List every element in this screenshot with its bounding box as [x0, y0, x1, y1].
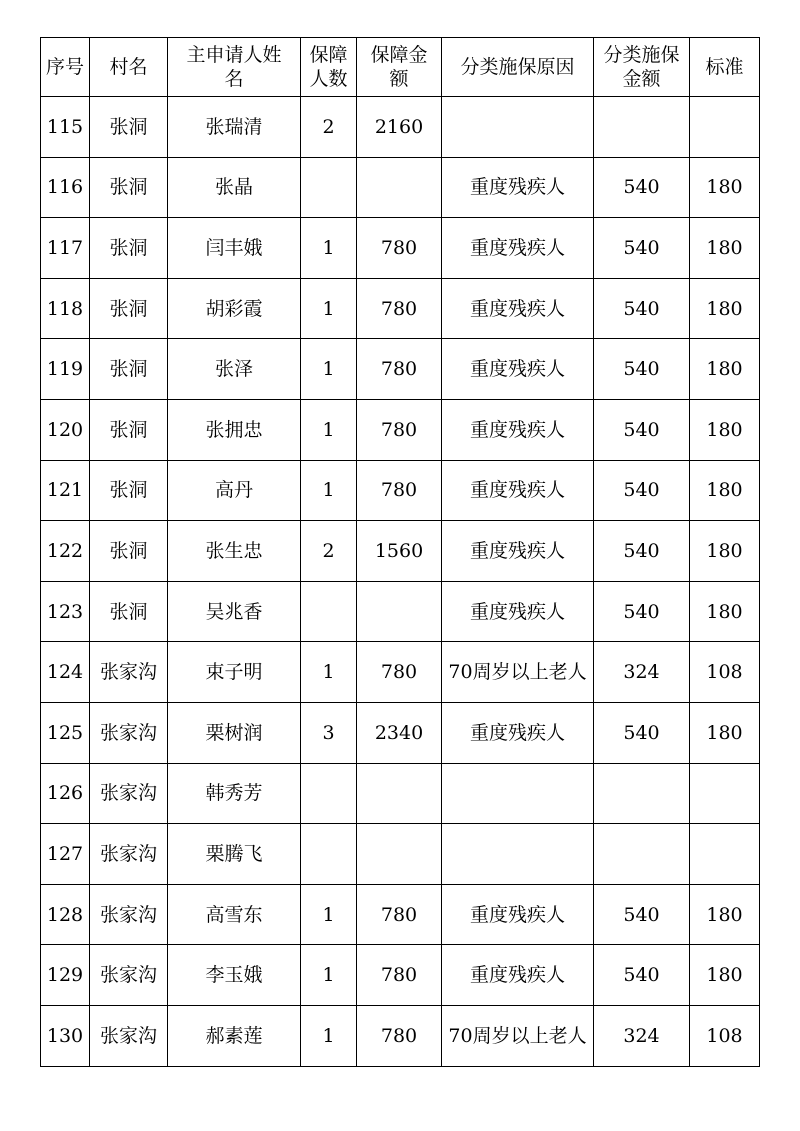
cell-standard: 180 [690, 702, 760, 763]
cell-seq: 125 [41, 702, 90, 763]
cell-village: 张洞 [90, 278, 168, 339]
cell-applicant: 郝素莲 [168, 1005, 301, 1066]
welfare-table [40, 37, 760, 1067]
table-row [41, 278, 760, 339]
table-row [41, 763, 760, 824]
cell-reason: 重度残疾人 [442, 157, 594, 218]
cell-seq: 126 [41, 763, 90, 824]
cell-class-amount: 540 [594, 278, 690, 339]
cell-people: 1 [301, 460, 357, 521]
cell-seq: 123 [41, 581, 90, 642]
cell-applicant: 束子明 [168, 642, 301, 703]
cell-applicant: 张拥忠 [168, 399, 301, 460]
table-row [41, 824, 760, 885]
cell-seq: 115 [41, 97, 90, 158]
cell-reason: 重度残疾人 [442, 702, 594, 763]
cell-applicant: 张生忠 [168, 521, 301, 582]
cell-amount: 780 [357, 642, 442, 703]
cell-people: 1 [301, 884, 357, 945]
table-row [41, 460, 760, 521]
header-row [41, 38, 760, 97]
cell-village: 张洞 [90, 97, 168, 158]
cell-people [301, 157, 357, 218]
header-village: 村名 [90, 38, 168, 97]
cell-reason: 重度残疾人 [442, 521, 594, 582]
cell-amount: 2160 [357, 97, 442, 158]
cell-standard [690, 763, 760, 824]
cell-reason: 70周岁以上老人 [442, 1005, 594, 1066]
table-row [41, 945, 760, 1006]
cell-village: 张家沟 [90, 824, 168, 885]
cell-people: 1 [301, 945, 357, 1006]
cell-applicant: 张泽 [168, 339, 301, 400]
cell-standard [690, 824, 760, 885]
cell-standard: 108 [690, 642, 760, 703]
cell-amount: 780 [357, 884, 442, 945]
cell-people: 1 [301, 339, 357, 400]
header-standard: 标准 [690, 38, 760, 97]
cell-seq: 122 [41, 521, 90, 582]
table-row [41, 1005, 760, 1066]
cell-reason [442, 97, 594, 158]
cell-people: 1 [301, 218, 357, 279]
header-reason: 分类施保原因 [442, 38, 594, 97]
cell-class-amount: 540 [594, 157, 690, 218]
header-applicant: 主申请人姓名 [168, 38, 301, 97]
cell-people: 1 [301, 642, 357, 703]
cell-class-amount: 324 [594, 1005, 690, 1066]
cell-people [301, 581, 357, 642]
table-row [41, 399, 760, 460]
cell-applicant: 闫丰娥 [168, 218, 301, 279]
cell-reason: 重度残疾人 [442, 884, 594, 945]
cell-village: 张家沟 [90, 702, 168, 763]
table-row [41, 97, 760, 158]
cell-people: 3 [301, 702, 357, 763]
cell-amount: 780 [357, 278, 442, 339]
cell-amount: 780 [357, 339, 442, 400]
cell-people: 1 [301, 399, 357, 460]
table-row [41, 157, 760, 218]
cell-village: 张洞 [90, 399, 168, 460]
cell-class-amount [594, 824, 690, 885]
cell-reason: 重度残疾人 [442, 218, 594, 279]
cell-class-amount: 540 [594, 399, 690, 460]
cell-people [301, 763, 357, 824]
cell-class-amount: 540 [594, 521, 690, 582]
cell-amount: 780 [357, 460, 442, 521]
cell-village: 张洞 [90, 521, 168, 582]
cell-people: 1 [301, 278, 357, 339]
header-people: 保障人数 [301, 38, 357, 97]
cell-amount [357, 824, 442, 885]
cell-applicant: 张晶 [168, 157, 301, 218]
table-row [41, 581, 760, 642]
cell-amount: 1560 [357, 521, 442, 582]
cell-village: 张洞 [90, 157, 168, 218]
cell-applicant: 栗树润 [168, 702, 301, 763]
table-row [41, 339, 760, 400]
cell-seq: 118 [41, 278, 90, 339]
cell-standard: 108 [690, 1005, 760, 1066]
cell-class-amount: 540 [594, 581, 690, 642]
cell-class-amount: 540 [594, 339, 690, 400]
cell-village: 张家沟 [90, 945, 168, 1006]
cell-standard: 180 [690, 460, 760, 521]
cell-seq: 116 [41, 157, 90, 218]
cell-standard: 180 [690, 218, 760, 279]
cell-standard: 180 [690, 157, 760, 218]
cell-amount: 780 [357, 945, 442, 1006]
cell-seq: 129 [41, 945, 90, 1006]
cell-village: 张洞 [90, 460, 168, 521]
table-row [41, 521, 760, 582]
cell-reason: 重度残疾人 [442, 278, 594, 339]
cell-amount [357, 157, 442, 218]
cell-standard: 180 [690, 278, 760, 339]
cell-seq: 130 [41, 1005, 90, 1066]
cell-applicant: 吴兆香 [168, 581, 301, 642]
cell-seq: 119 [41, 339, 90, 400]
cell-applicant: 李玉娥 [168, 945, 301, 1006]
cell-people: 1 [301, 1005, 357, 1066]
cell-standard: 180 [690, 945, 760, 1006]
cell-applicant: 韩秀芳 [168, 763, 301, 824]
cell-village: 张洞 [90, 581, 168, 642]
cell-people [301, 824, 357, 885]
cell-seq: 120 [41, 399, 90, 460]
cell-standard: 180 [690, 399, 760, 460]
cell-seq: 127 [41, 824, 90, 885]
cell-class-amount: 540 [594, 218, 690, 279]
header-amount: 保障金额 [357, 38, 442, 97]
cell-standard [690, 97, 760, 158]
table-row [41, 218, 760, 279]
cell-village: 张洞 [90, 339, 168, 400]
cell-village: 张家沟 [90, 884, 168, 945]
cell-people: 2 [301, 97, 357, 158]
cell-reason: 重度残疾人 [442, 399, 594, 460]
cell-reason [442, 824, 594, 885]
header-class-amount: 分类施保金额 [594, 38, 690, 97]
cell-reason: 重度残疾人 [442, 581, 594, 642]
cell-amount [357, 581, 442, 642]
cell-standard: 180 [690, 884, 760, 945]
cell-amount [357, 763, 442, 824]
cell-standard: 180 [690, 339, 760, 400]
cell-seq: 117 [41, 218, 90, 279]
cell-class-amount: 540 [594, 945, 690, 1006]
cell-people: 2 [301, 521, 357, 582]
cell-village: 张家沟 [90, 763, 168, 824]
cell-class-amount [594, 763, 690, 824]
cell-seq: 124 [41, 642, 90, 703]
cell-reason: 70周岁以上老人 [442, 642, 594, 703]
cell-village: 张家沟 [90, 642, 168, 703]
table-row [41, 702, 760, 763]
cell-applicant: 高雪东 [168, 884, 301, 945]
cell-applicant: 高丹 [168, 460, 301, 521]
cell-class-amount: 324 [594, 642, 690, 703]
cell-standard: 180 [690, 581, 760, 642]
cell-reason: 重度残疾人 [442, 460, 594, 521]
cell-class-amount: 540 [594, 460, 690, 521]
cell-seq: 121 [41, 460, 90, 521]
cell-applicant: 胡彩霞 [168, 278, 301, 339]
header-seq: 序号 [41, 38, 90, 97]
cell-amount: 780 [357, 218, 442, 279]
cell-class-amount [594, 97, 690, 158]
table-row [41, 884, 760, 945]
cell-class-amount: 540 [594, 884, 690, 945]
cell-reason: 重度残疾人 [442, 945, 594, 1006]
cell-reason [442, 763, 594, 824]
cell-applicant: 张瑞清 [168, 97, 301, 158]
cell-seq: 128 [41, 884, 90, 945]
cell-applicant: 栗腾飞 [168, 824, 301, 885]
cell-village: 张家沟 [90, 1005, 168, 1066]
cell-reason: 重度残疾人 [442, 339, 594, 400]
cell-amount: 2340 [357, 702, 442, 763]
cell-amount: 780 [357, 1005, 442, 1066]
cell-amount: 780 [357, 399, 442, 460]
table-row [41, 642, 760, 703]
cell-standard: 180 [690, 521, 760, 582]
cell-class-amount: 540 [594, 702, 690, 763]
cell-village: 张洞 [90, 218, 168, 279]
